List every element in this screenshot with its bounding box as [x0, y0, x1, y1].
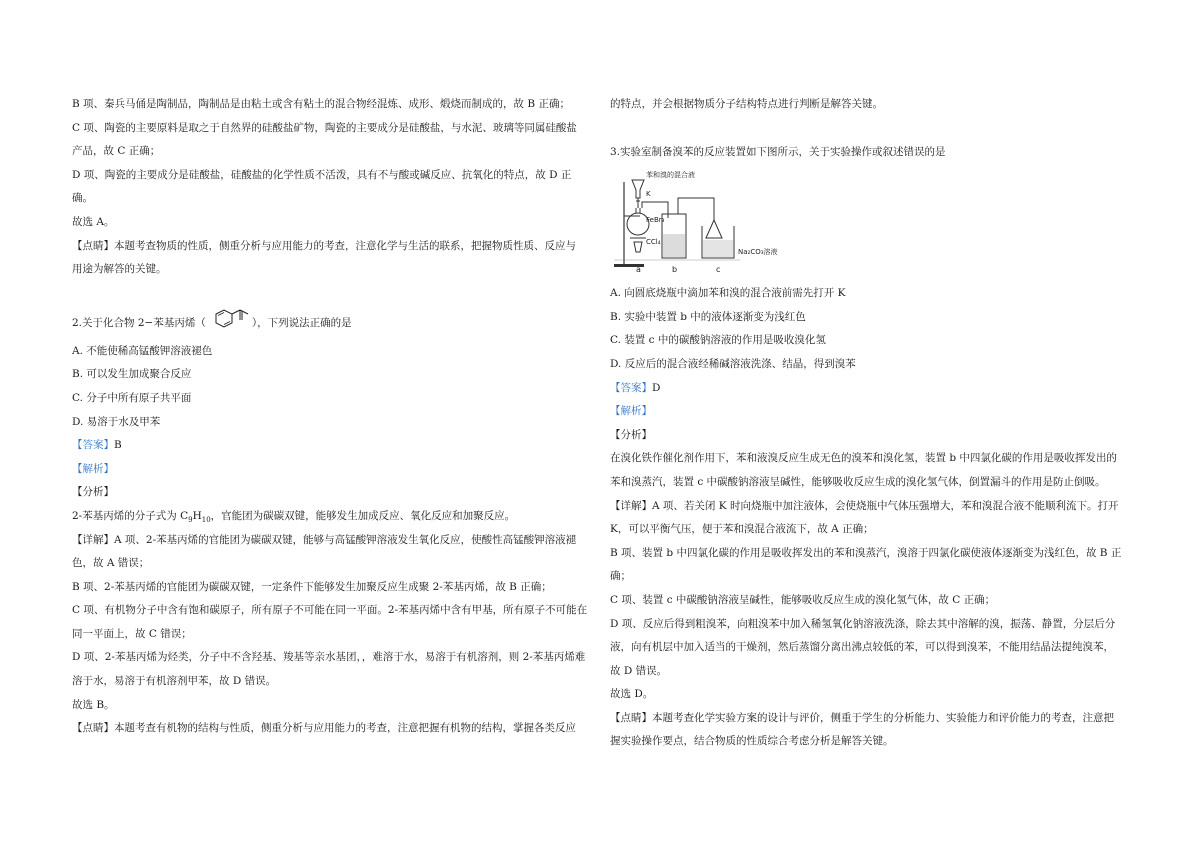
- spacer: [610, 117, 1140, 141]
- option-b: B. 可以发生加成聚合反应: [72, 368, 192, 381]
- text-line: 确；: [610, 570, 631, 583]
- choose-line: 故选 D。: [610, 688, 654, 701]
- subscript-10: 10: [201, 516, 211, 524]
- text-line: 同一平面上，故 C 错误；: [72, 627, 192, 640]
- fenxi-pre: 2-苯基丙烯的分子式为 C: [72, 509, 189, 522]
- text-line: B 项、2-苯基丙烯的官能团为碳碳双键，一定条件下能够发生加聚反应生成聚 2-苯基丙烯，故 B 正确；: [72, 580, 552, 593]
- text-line: D 项、反应后得到粗溴苯，向粗溴苯中加入稀氢氧化钠溶液洗涤，除去其中溶解的溴，振荡、静置，分层后分: [610, 617, 1116, 630]
- left-column: [72, 93, 592, 741]
- fig-label-a: a: [636, 265, 641, 275]
- option-d: D. 反应后的混合液经稀碱溶液洗涤、结晶，得到溴苯: [610, 357, 856, 370]
- option-c: C. 装置 c 中的碳酸钠溶液的作用是吸收溴化氢: [610, 334, 826, 347]
- fig-label-mixture: 苯和溴的混合液: [646, 171, 695, 180]
- text-line: 确。: [72, 192, 93, 205]
- answer-value: B: [114, 439, 122, 452]
- text-line: 握实验操作要点，结合物质的性质综合考虑分析是解答关键。: [610, 735, 894, 748]
- choose-line: 故选 A。: [72, 215, 115, 228]
- 2-phenylpropene-structure-icon: [206, 308, 252, 338]
- fenxi-post: ，官能团为碳碳双键，能够发生加成反应、氧化反应和加聚反应。: [210, 509, 516, 522]
- text-line: 产品，故 C 正确；: [72, 145, 161, 158]
- choose-line: 故选 B。: [72, 698, 115, 711]
- analysis-label: 【解析】: [610, 405, 652, 418]
- text-line: D 项、2-苯基丙烯为烃类，分子中不含羟基、羧基等亲水基团，，难溶于水，易溶于有机溶剂，则 2-苯基丙烯难: [72, 651, 586, 664]
- text-line: C 项、陶瓷的主要原料是取之于自然界的硅酸盐矿物，陶瓷的主要成分是硅酸盐，与水泥、玻璃等同属硅酸盐: [72, 121, 577, 134]
- text-line: B 项、装置 b 中四氯化碳的作用是吸收挥发出的苯和溴蒸汽，溴溶于四氯化碳使液体逐渐变为浅红色，故 B 正: [610, 546, 1122, 559]
- fig-label-b: b: [672, 265, 678, 275]
- text-line: 【详解】A 项、2-苯基丙烯的官能团为碳碳双键，能够与高锰酸钾溶液发生氧化反应，使酸性高锰酸钾溶液褪: [72, 533, 577, 546]
- right-column: [610, 93, 1140, 754]
- fenxi-label: 【分析】: [72, 486, 114, 499]
- subscript-9: 9: [188, 516, 193, 524]
- bromobenzene-apparatus-figure: [610, 168, 800, 276]
- answer-label: 【答案】: [610, 381, 652, 394]
- q2-suffix: ），下列说法正确的是: [251, 316, 352, 329]
- text-line: 在溴化铁作催化剂作用下，苯和液溴反应生成无色的溴苯和溴化氢，装置 b 中四氯化碳的作用是吸收挥发出的: [610, 452, 1117, 465]
- fig-label-na2co3: Na₂CO₃溶液: [738, 248, 778, 257]
- text-line: 【点睛】本题考查物质的性质，侧重分析与应用能力的考查，注意化学与生活的联系，把握物质性质、反应与: [72, 239, 576, 252]
- text-line: C 项、装置 c 中碳酸钠溶液呈碱性，能够吸收反应生成的溴化氢气体，故 C 正确；: [610, 593, 996, 606]
- fenxi-label: 【分析】: [610, 428, 652, 441]
- question-2-stem: [72, 306, 592, 340]
- question-3-stem: 3.实验室制备溴苯的反应装置如下图所示，关于实验操作或叙述错误的是: [610, 145, 946, 158]
- text-line: C 项、有机物分子中含有饱和碳原子，所有原子不可能在同一平面。2-苯基丙烯中含有甲基，所有原子不可能在: [72, 604, 588, 617]
- text-line: 的特点，并会根据物质分子结构特点进行判断是解答关键。: [610, 98, 883, 110]
- fig-label-c: c: [716, 265, 721, 275]
- text-line: 用途为解答的关键。: [72, 263, 167, 276]
- option-b: B. 实验中装置 b 中的液体逐渐变为浅红色: [610, 310, 806, 323]
- text-line: 溶于水，易溶于有机溶剂甲苯，故 D 错误。: [72, 675, 277, 688]
- fenxi-text: [72, 505, 592, 529]
- text-line: D 项、陶瓷的主要成分是硅酸盐，硅酸盐的化学性质不活泼，具有不与酸或碱反应、抗氧化的特点，故 D 正: [72, 168, 572, 181]
- option-a: A. 向圆底烧瓶中滴加苯和溴的混合液前需先打开 K: [610, 287, 846, 300]
- answer-value: D: [652, 381, 661, 394]
- text-line: 【点睛】本题考查有机物的结构与性质，侧重分析与应用能力的考查，注意把握有机物的结构，掌握各类反应: [72, 722, 576, 735]
- answer-line: [72, 434, 592, 458]
- q2-prefix: 2.关于化合物 2−苯基丙烯（: [72, 316, 206, 329]
- fig-label-k: K: [646, 190, 651, 199]
- text-line: 液，向有机层中加入适当的干燥剂，然后蒸馏分离出沸点较低的苯，可以得到溴苯，不能用结晶法提纯溴苯，: [610, 641, 1114, 654]
- spacer: [72, 282, 592, 306]
- text-line: 【点睛】本题考查化学实验方案的设计与评价，侧重于学生的分析能力、实验能力和评价能力的考查，注意把: [610, 711, 1114, 724]
- option-a: A. 不能使稀高锰酸钾溶液褪色: [72, 344, 213, 357]
- fig-label-ccl4: CCl₄: [646, 238, 661, 247]
- option-c: C. 分子中所有原子共平面: [72, 391, 192, 404]
- text-line: B 项、秦兵马俑是陶制品，陶制品是由粘土或含有粘土的混合物经混炼、成形、煅烧而制成的，故 B 正确；: [72, 98, 570, 110]
- text-line: 故 D 错误。: [610, 664, 668, 677]
- text-line: 【详解】A 项、若关闭 K 时向烧瓶中加注液体，会使烧瓶中气体压强增大，苯和溴混合液不能顺利流下。打开: [610, 499, 1119, 512]
- answer-label: 【答案】: [72, 439, 114, 452]
- fenxi-h: H: [192, 509, 202, 522]
- text-line: 苯和溴蒸汽，装置 c 中碳酸钠溶液呈碱性，能够吸收反应生成的溴化氢气体，倒置漏斗的作用是防止倒吸。: [610, 475, 1106, 488]
- answer-line: [610, 377, 1140, 401]
- option-d: D. 易溶于水及甲苯: [72, 415, 161, 428]
- analysis-label: 【解析】: [72, 462, 114, 475]
- fig-label-febr3: FeBr₃: [646, 216, 665, 225]
- text-line: K，可以平衡气压，便于苯和溴混合液流下，故 A 正确；: [610, 523, 874, 536]
- text-line: 色，故 A 错误；: [72, 557, 150, 570]
